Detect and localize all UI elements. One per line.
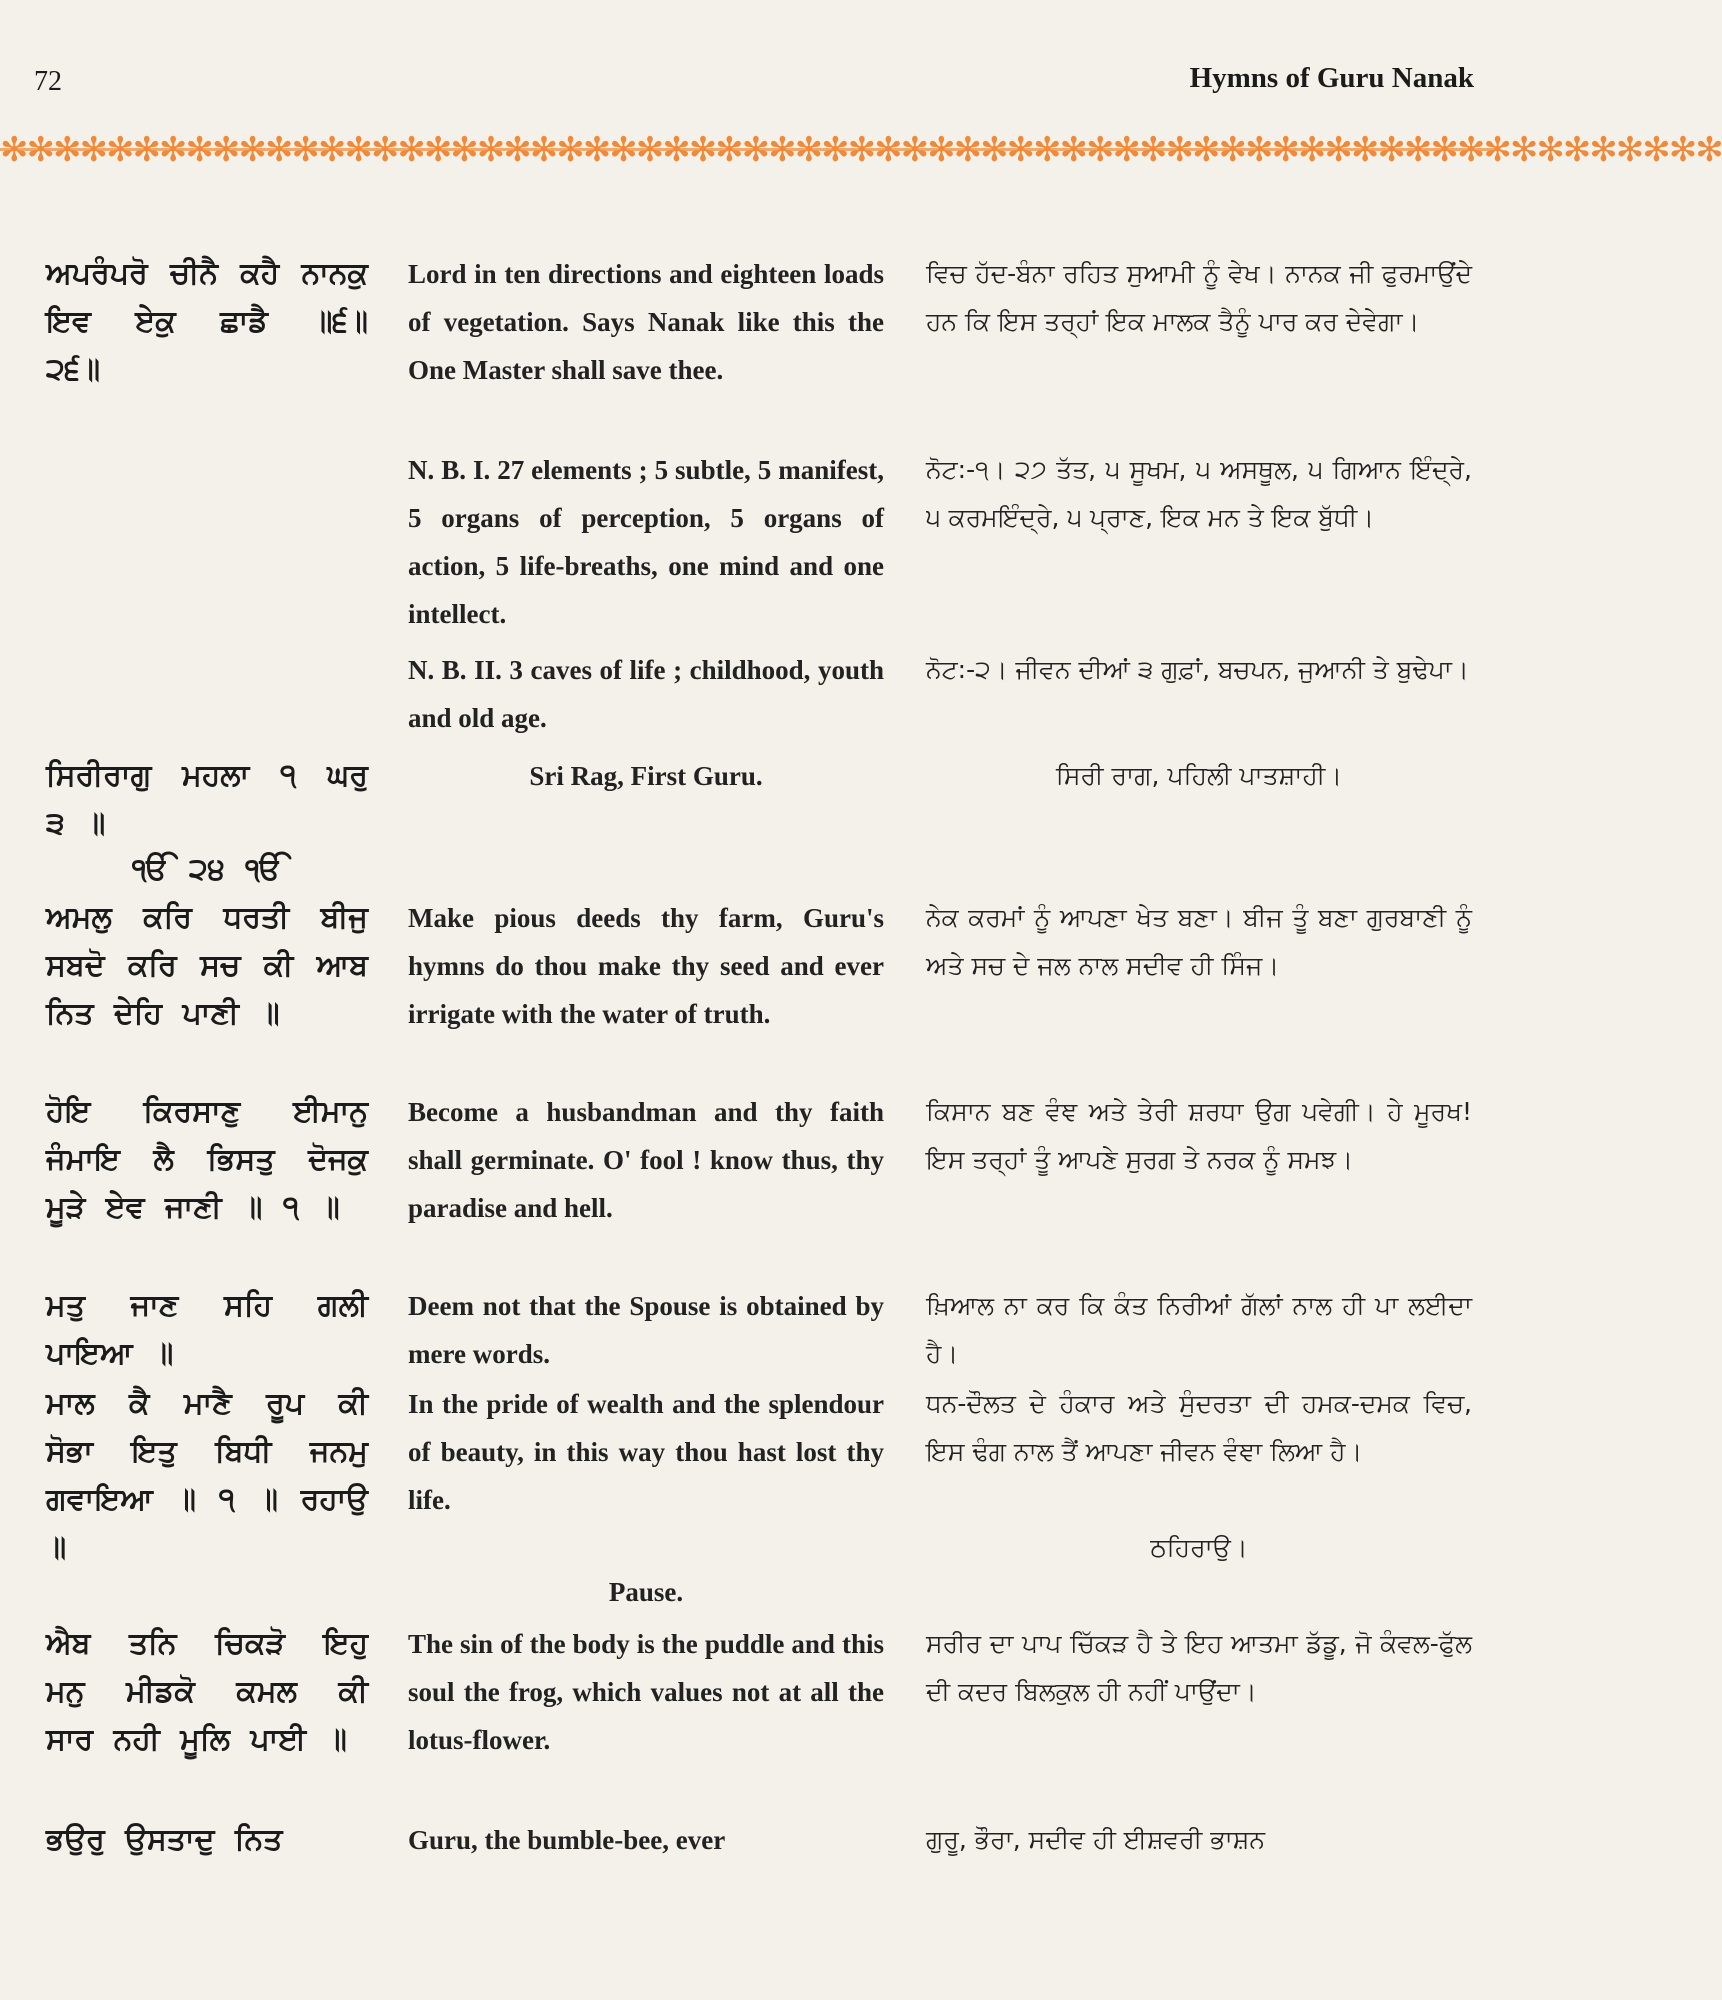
gurmukhi-verse-4: ਮਤੁ ਜਾਣ ਸਹਿ ਗਲੀ ਪਾਇਆ ॥	[46, 1288, 368, 1371]
gurmukhi-verse-5: ਮਾਲ ਕੈ ਮਾਣੈ ਰੂਪ ਕੀ ਸੋਭਾ ਇਤੁ ਬਿਧੀ ਜਨਮੁ ਗਵਾਇਆ ॥ ੧ ॥ ਰਹਾਉ ॥	[46, 1386, 368, 1565]
punjabi-verse-7: ਗੁਰੂ, ਭੌਰਾ, ਸਦੀਵ ਹੀ ਈਸ਼ਵਰੀ ਭਾਸ਼ਨ	[926, 1825, 1266, 1854]
running-title: Hymns of Guru Nanak	[1189, 62, 1474, 94]
english-heading: Sri Rag, First Guru.	[529, 761, 763, 791]
english-verse-4: Deem not that the Spouse is obtained by mere words.	[408, 1291, 884, 1369]
gurmukhi-verse-1: ਅਪਰੰਪਰੋ ਚੀਨੈ ਕਹੈ ਨਾਨਕੁ ਇਵ ਏਕੁ ਛਾਡੈ ॥੬॥ ੨੬॥	[46, 256, 368, 387]
punjabi-verse-1: ਵਿਚ ਹੱਦ-ਬੰਨਾ ਰਹਿਤ ਸੁਆਮੀ ਨੂੰ ਵੇਖ। ਨਾਨਕ ਜੀ ਫੁਰਮਾਉਂਦੇ ਹਨ ਕਿ ਇਸ ਤਰ੍ਹਾਂ ਇਕ ਮਾਲਕ ਤੈਨੂੰ ਪਾਰ ਕਰ ਦੇਵੇਗਾ।	[926, 259, 1472, 336]
header-ornament: ✻✻✻✻✻✻✻✻✻✻✻✻✻✻✻✻✻✻✻✻✻✻✻✻✻✻✻✻✻✻✻✻✻✻✻✻✻✻✻✻✻✻✻✻✻✻✻✻✻✻✻✻✻✻✻✻✻✻✻✻✻✻✻✻✻	[0, 130, 1722, 170]
punjabi-verse-4: ਖ਼ਿਆਲ ਨਾ ਕਰ ਕਿ ਕੰਤ ਨਿਰੀਆਂ ਗੱਲਾਂ ਨਾਲ ਹੀ ਪਾ ਲਈਦਾ ਹੈ।	[926, 1291, 1472, 1368]
english-verse-2: Make pious deeds thy farm, Guru's hymns do thou make thy seed and ever irrigate with the water of truth.	[408, 903, 884, 1029]
gurmukhi-verse-6: ਐਬ ਤਨਿ ਚਿਕੜੋ ਇਹੁ ਮਨੁ ਮੀਡਕੋ ਕਮਲ ਕੀ ਸਾਰ ਨਹੀ ਮੂਲਿ ਪਾਈ ॥	[46, 1626, 368, 1757]
punjabi-note-1: ਨੋਟ:-੧। ੨੭ ਤੱਤ, ੫ ਸੂਖਮ, ੫ ਅਸਥੂਲ, ੫ ਗਿਆਨ ਇੰਦ੍ਰੇ, ੫ ਕਰਮਇੰਦ੍ਰੇ, ੫ ਪ੍ਰਾਣ, ਇਕ ਮਨ ਤੇ ਇਕ ਬੁੱਧੀ।	[926, 455, 1472, 532]
english-verse-1: Lord in ten directions and eighteen loads of vegetation. Says Nanak like this the One Master shall save thee.	[408, 259, 884, 385]
punjabi-heading: ਸਿਰੀ ਰਾਗ, ਪਹਿਲੀ ਪਾਤਸ਼ਾਹੀ।	[1055, 761, 1343, 790]
english-pause: Pause.	[608, 1577, 684, 1607]
ik-onkar-symbol: ੴ ੨੪ ੴ	[132, 852, 282, 887]
english-note-1: N. B. I. 27 elements ; 5 subtle, 5 manifest, 5 organs of perception, 5 organs of action, 5 life-breaths, one mind and one intellect.	[408, 455, 884, 629]
gurmukhi-verse-2: ਅਮਲੁ ਕਰਿ ਧਰਤੀ ਬੀਜੁ ਸਬਦੋ ਕਰਿ ਸਚ ਕੀ ਆਬ ਨਿਤ ਦੇਹਿ ਪਾਣੀ ॥	[46, 900, 368, 1031]
english-verse-3: Become a husbandman and thy faith shall germinate. O' fool ! know thus, thy paradise and hell.	[408, 1097, 884, 1223]
gurmukhi-verse-7: ਭਉਰੁ ਉਸਤਾਦੁ ਨਿਤ	[46, 1822, 283, 1857]
english-note-2: N. B. II. 3 caves of life ; childhood, youth and old age.	[408, 655, 884, 733]
page-number: 72	[34, 66, 62, 97]
gurmukhi-heading: ਸਿਰੀਰਾਗੁ ਮਹਲਾ ੧ ਘਰੁ ੩ ॥	[46, 758, 368, 841]
punjabi-verse-2: ਨੇਕ ਕਰਮਾਂ ਨੂੰ ਆਪਣਾ ਖੇਤ ਬਣਾ। ਬੀਜ ਤੂੰ ਬਣਾ ਗੁਰਬਾਣੀ ਨੂੰ ਅਤੇ ਸਚ ਦੇ ਜਲ ਨਾਲ ਸਦੀਵ ਹੀ ਸਿੰਜ।	[926, 903, 1472, 980]
punjabi-verse-5: ਧਨ-ਦੌਲਤ ਦੇ ਹੰਕਾਰ ਅਤੇ ਸੁੰਦਰਤਾ ਦੀ ਹਮਕ-ਦਮਕ ਵਿਚ, ਇਸ ਢੰਗ ਨਾਲ ਤੈਂ ਆਪਣਾ ਜੀਵਨ ਵੰਞਾ ਲਿਆ ਹੈ।	[926, 1389, 1472, 1466]
gurmukhi-verse-3: ਹੋਇ ਕਿਰਸਾਣੁ ਈਮਾਨੁ ਜੰਮਾਇ ਲੈ ਭਿਸਤੁ ਦੋਜਕੁ ਮੂੜੇ ਏਵ ਜਾਣੀ ॥ ੧ ॥	[46, 1094, 368, 1225]
punjabi-pause: ਠਹਿਰਾਉ।	[1150, 1533, 1248, 1562]
punjabi-note-2: ਨੋਟ:-੨। ਜੀਵਨ ਦੀਆਂ ੩ ਗੁਫ਼ਾਂ, ਬਚਪਨ, ਜੁਆਨੀ ਤੇ ਬੁਢੇਪਾ।	[926, 655, 1469, 684]
english-verse-5: In the pride of wealth and the splendour of beauty, in this way thou hast lost thy life.	[408, 1389, 884, 1515]
english-verse-6: The sin of the body is the puddle and this soul the frog, which values not at all the lotus-flower.	[408, 1629, 884, 1755]
punjabi-verse-3: ਕਿਸਾਨ ਬਣ ਵੰਞ ਅਤੇ ਤੇਰੀ ਸ਼ਰਧਾ ਉਗ ਪਵੇਗੀ। ਹੇ ਮੂਰਖ! ਇਸ ਤਰ੍ਹਾਂ ਤੂੰ ਆਪਣੇ ਸੁਰਗ ਤੇ ਨਰਕ ਨੂੰ ਸਮਝ।	[926, 1097, 1472, 1174]
english-verse-7: Guru, the bumble-bee, ever	[408, 1825, 726, 1855]
punjabi-verse-6: ਸਰੀਰ ਦਾ ਪਾਪ ਚਿੱਕੜ ਹੈ ਤੇ ਇਹ ਆਤਮਾ ਡੱਡੂ, ਜੋ ਕੰਵਲ-ਫੁੱਲ ਦੀ ਕਦਰ ਬਿਲਕੁਲ ਹੀ ਨਹੀਂ ਪਾਉਂਦਾ।	[926, 1629, 1472, 1706]
